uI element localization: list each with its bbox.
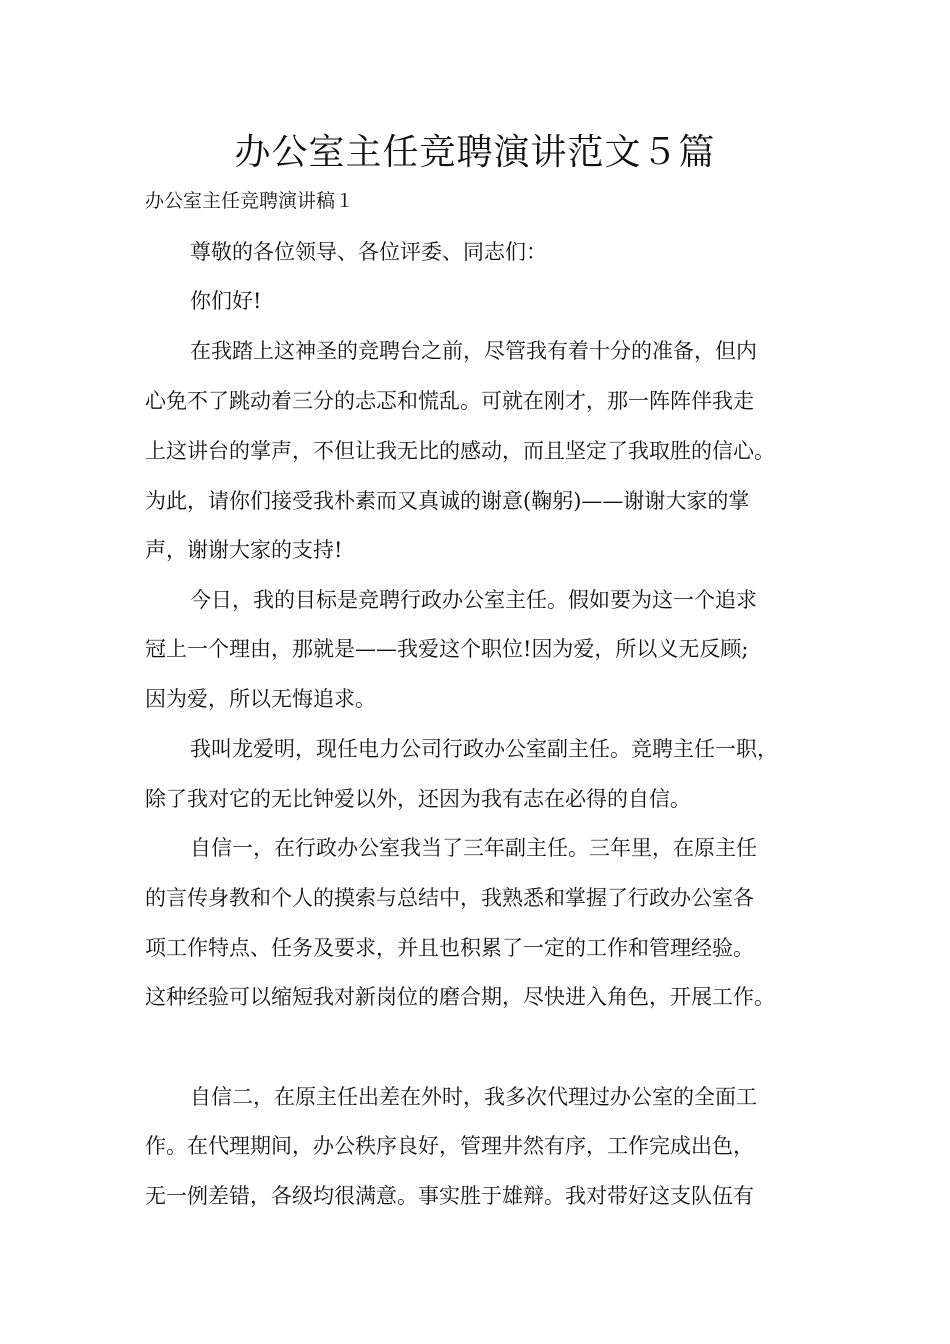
paragraph-line: 无一例差错，各级均很满意。事实胜于雄辩。我对带好这支队伍有 <box>145 1184 754 1208</box>
paragraph-line: 项工作特点、任务及要求，并且也积累了一定的工作和管理经验。 <box>145 936 754 960</box>
paragraph-line: 今日，我的目标是竞聘行政办公室主任。假如要为这一个追求 <box>190 588 757 612</box>
paragraph-line: 我叫龙爱明，现任电力公司行政办公室副主任。竞聘主任一职， <box>190 737 778 761</box>
paragraph-line: 上这讲台的掌声，不但让我无比的感动，而且坚定了我取胜的信心。 <box>145 439 775 463</box>
paragraph-line: 的言传身教和个人的摸索与总结中，我熟悉和掌握了行政办公室各 <box>145 886 754 910</box>
paragraph-line: 你们好! <box>190 289 262 313</box>
paragraph-line: 因为爱，所以无悔追求。 <box>145 687 376 711</box>
document-title: 办公室主任竞聘演讲范文５篇 <box>234 132 716 173</box>
speech-subheading: 办公室主任竞聘演讲稿１ <box>145 190 355 212</box>
paragraph-line: 在我踏上这神圣的竞聘台之前，尽管我有着十分的准备，但内 <box>190 339 757 363</box>
paragraph-line: 自信二，在原主任出差在外时，我多次代理过办公室的全面工 <box>190 1085 757 1109</box>
paragraph-line: 冠上一个理由，那就是——我爱这个职位!因为爱，所以义无反顾; <box>145 637 749 661</box>
paragraph-line: 心免不了跳动着三分的忐忑和慌乱。可就在刚才，那一阵阵伴我走 <box>145 389 754 413</box>
paragraph-line: 尊敬的各位领导、各位评委、同志们： <box>190 240 547 264</box>
paragraph-line: 作。在代理期间，办公秩序良好，管理井然有序，工作完成出色， <box>145 1134 754 1158</box>
paragraph-line: 自信一，在行政办公室我当了三年副主任。三年里，在原主任 <box>190 836 757 860</box>
paragraph-line: 声，谢谢大家的支持! <box>145 538 343 562</box>
paragraph-line: 为此，请你们接受我朴素而又真诚的谢意(鞠躬)——谢谢大家的掌 <box>145 489 750 513</box>
paragraph-line: 除了我对它的无比钟爱以外，还因为我有志在必得的自信。 <box>145 787 691 811</box>
paragraph-line: 这种经验可以缩短我对新岗位的磨合期，尽快进入角色，开展工作。 <box>145 985 775 1009</box>
